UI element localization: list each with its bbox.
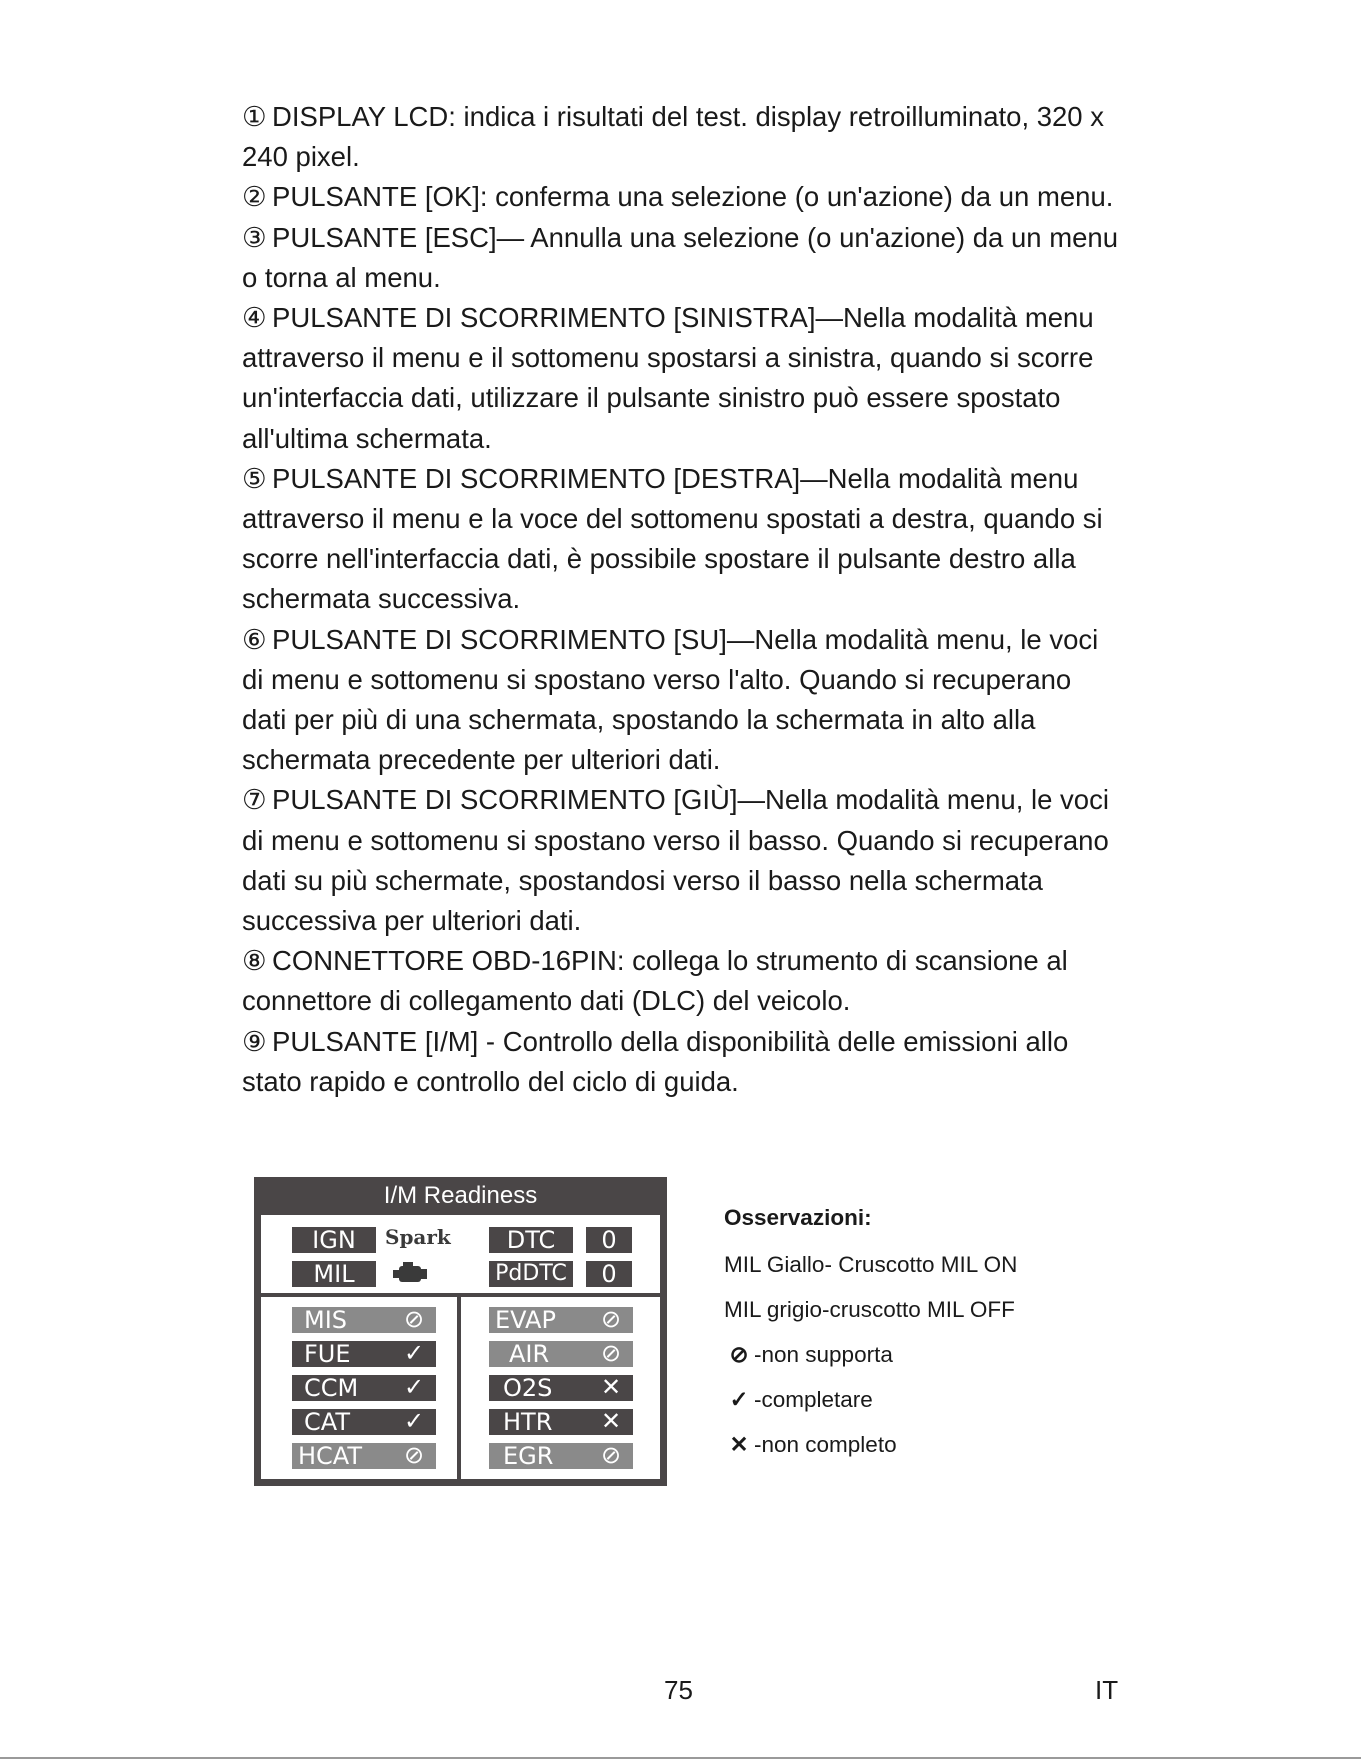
incomplete-icon: ✕	[600, 1408, 622, 1435]
not-supported-icon: ⊘	[600, 1306, 622, 1333]
list-item: ① DISPLAY LCD: indica i risultati del test. display retroilluminato, 320 x 240 pixel.	[242, 101, 1104, 173]
monitor-evap: EVAP	[489, 1307, 633, 1333]
page-number: 75	[664, 1675, 693, 1705]
instructions-list	[242, 97, 1122, 1102]
notes-title: Osservazioni:	[724, 1205, 872, 1230]
mil-label: MIL	[292, 1261, 376, 1287]
legend-incomplete: ✕ -non completo	[724, 1432, 897, 1458]
note-mil-grey: MIL grigio-cruscotto MIL OFF	[724, 1297, 1015, 1322]
list-item: ⑨ PULSANTE [I/M] - Controllo della disponibilità delle emissioni allo stato rapido e controllo del ciclo di guida.	[242, 1025, 1069, 1097]
check-icon: ✓	[403, 1374, 425, 1401]
list-item: ② PULSANTE [OK]: conferma una selezione (o un'azione) da un menu.	[242, 181, 1114, 213]
monitor-mis: MIS	[292, 1307, 436, 1333]
list-item: ⑧ CONNETTORE OBD-16PIN: collega lo strumento di scansione al connettore di collegamento dati (DLC) del veicolo.	[242, 945, 1068, 1017]
list-item: ③ PULSANTE [ESC]— Annulla una selezione (o un'azione) da un menu o torna al menu.	[242, 221, 1119, 293]
pddtc-value: 0	[586, 1261, 632, 1287]
engine-icon	[391, 1260, 431, 1288]
incomplete-icon: ✕	[600, 1374, 622, 1401]
page-edge-line	[0, 1757, 1361, 1759]
list-item: ⑤ PULSANTE DI SCORRIMENTO [DESTRA]—Nella modalità menu attraverso il menu e la voce del sottomenu spostati a destra, quando si scorre nell'interfaccia dati, è possibile spostare il pulsante destro alla schermata successiva.	[242, 462, 1103, 615]
list-item: ⑦ PULSANTE DI SCORRIMENTO [GIÙ]—Nella modalità menu, le voci di menu e sottomenu si spostano verso il basso. Quando si recuperano dati su più schermate, spostandosi verso il basso nella schermata successiva per ulteriori dati.	[242, 784, 1109, 937]
not-supported-icon: ⊘	[600, 1340, 622, 1367]
not-supported-icon: ⊘	[600, 1442, 622, 1469]
dtc-value: 0	[586, 1227, 632, 1253]
monitor-o2s: O2S	[489, 1375, 633, 1401]
list-item: ④ PULSANTE DI SCORRIMENTO [SINISTRA]—Nella modalità menu attraverso il menu e il sottomenu spostarsi a sinistra, quando si scorre un'interfaccia dati, utilizzare il pulsante sinistro può essere spostato all'ultima schermata.	[242, 302, 1094, 454]
monitor-cat: CAT	[292, 1409, 436, 1435]
lcd-readiness-screen	[254, 1177, 667, 1486]
monitor-fue: FUE	[292, 1341, 436, 1367]
incomplete-icon: ✕	[729, 1432, 749, 1457]
dtc-label: DTC	[489, 1227, 573, 1253]
monitor-air: AIR	[489, 1341, 633, 1367]
legend-not-supported: ⊘ -non supporta	[724, 1342, 893, 1368]
pddtc-label: PdDTC	[489, 1261, 573, 1287]
monitor-egr: EGR	[489, 1443, 633, 1469]
list-item: ⑥ PULSANTE DI SCORRIMENTO [SU]—Nella modalità menu, le voci di menu e sottomenu si spostano verso l'alto. Quando si recuperano dati per più di una schermata, spostando la schermata in alto alla schermata precedente per ulteriori dati.	[242, 623, 1099, 776]
monitor-ccm: CCM	[292, 1375, 436, 1401]
language-code: IT	[1095, 1675, 1119, 1705]
legend-complete: ✓ -completare	[724, 1387, 873, 1413]
lcd-divider-vertical	[457, 1293, 461, 1479]
not-supported-icon: ⊘	[403, 1442, 425, 1469]
not-supported-icon: ⊘	[729, 1342, 749, 1367]
lcd-title: I/M Readiness	[383, 1182, 538, 1209]
not-supported-icon: ⊘	[403, 1306, 425, 1333]
ign-label: IGN	[292, 1227, 376, 1253]
check-icon: ✓	[403, 1340, 425, 1367]
lcd-body	[261, 1215, 660, 1479]
spark-label: Spark	[385, 1225, 451, 1249]
check-icon: ✓	[729, 1387, 749, 1412]
check-icon: ✓	[403, 1408, 425, 1435]
monitor-hcat: HCAT	[292, 1443, 436, 1469]
note-mil-yellow: MIL Giallo- Cruscotto MIL ON	[724, 1252, 1018, 1277]
monitor-htr: HTR	[489, 1409, 633, 1435]
